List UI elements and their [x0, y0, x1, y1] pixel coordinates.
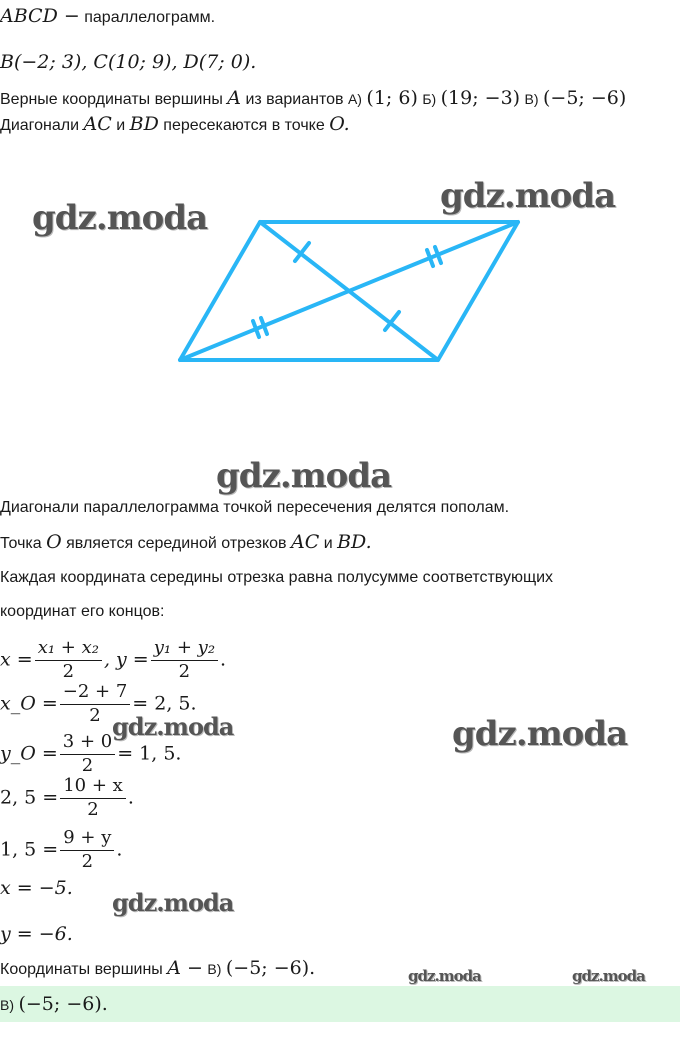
denominator: 2	[62, 661, 75, 682]
numerator: x₁ + x₂	[35, 636, 102, 661]
question-text: Верные координаты вершины	[0, 91, 223, 108]
answer-label: В)	[0, 997, 14, 1013]
conclusion-text: Координаты вершины	[0, 961, 163, 978]
result-y-value: y = −6.	[0, 923, 73, 945]
segment-bd: BD.	[337, 531, 372, 553]
and-word: и	[323, 535, 333, 552]
numerator: −2 + 7	[60, 680, 131, 705]
vertex-a: A	[227, 87, 241, 109]
period: .	[220, 648, 227, 671]
formula-yo-lhs: y_O =	[0, 742, 58, 765]
point-o: O	[46, 531, 62, 553]
watermark: gdz.moda	[408, 967, 481, 985]
formula-xo-rhs: = 2, 5.	[132, 692, 197, 715]
watermark: gdz.moda	[112, 712, 234, 741]
diagonal-bd-line	[260, 222, 438, 360]
denominator: 2	[81, 851, 94, 872]
formula-yo-rhs: = 1, 5.	[117, 742, 182, 765]
formula-y-lhs: , y =	[103, 648, 149, 671]
equation-y	[0, 826, 122, 873]
fraction	[60, 774, 126, 821]
numerator: 9 + y	[60, 826, 114, 851]
problem-line-1	[0, 4, 215, 30]
problem-line-2	[0, 50, 256, 76]
problem-line-4	[0, 112, 350, 138]
given-points: B(−2; 3), C(10; 9), D(7; 0).	[0, 51, 257, 73]
point-o: O.	[329, 113, 350, 135]
intersect-text: пересекаются в точке	[163, 117, 325, 134]
and-word: и	[116, 117, 126, 134]
denominator: 2	[89, 705, 101, 726]
tick-ac-2a	[427, 250, 433, 266]
diagonals-text: Диагонали	[0, 117, 80, 134]
conclusion-vertex: A −	[167, 957, 203, 979]
option-b-value: (19; −3)	[440, 87, 521, 109]
solution-line-2	[0, 530, 372, 556]
diagonal-bd: BD	[129, 113, 159, 135]
formula-x-lhs: x =	[0, 648, 33, 671]
denominator: 2	[178, 661, 191, 682]
option-c-label: В)	[524, 91, 539, 107]
watermark: gdz.moda	[216, 456, 392, 496]
denominator: 2	[87, 799, 99, 820]
equation-y-lhs: 1, 5 =	[0, 838, 59, 861]
parallelogram-word: параллелограмм.	[84, 9, 216, 26]
tick-ac-2b	[435, 247, 441, 263]
option-c-value: (−5; −6)	[543, 87, 627, 109]
diagonal-ac: AC	[83, 113, 112, 135]
numerator: y₁ + y₂	[151, 636, 218, 661]
option-a-value: (1; 6)	[366, 87, 418, 109]
result-x-value: x = −5.	[0, 877, 73, 899]
formula-xo-lhs: x_O =	[0, 692, 58, 715]
numerator: 3 + 0	[60, 730, 115, 755]
watermark: gdz.moda	[452, 714, 628, 754]
solution-line-1: Диагонали параллелограмма точкой пересечения делятся пополам.	[0, 499, 510, 516]
tick-ac-1a	[253, 321, 259, 337]
point-text: Точка	[0, 535, 42, 552]
watermark: gdz.moda	[572, 967, 645, 985]
formula-yo	[0, 730, 181, 777]
watermark: gdz.moda	[440, 176, 616, 216]
conclusion-option-value: (−5; −6).	[225, 957, 316, 979]
answer-value: (−5; −6).	[18, 993, 108, 1015]
conclusion-option-label: В)	[207, 961, 222, 977]
fraction	[60, 730, 115, 777]
fraction	[60, 826, 114, 873]
watermark: gdz.moda	[112, 888, 234, 917]
period: .	[116, 838, 123, 861]
midpoint-text: является серединой отрезков	[66, 535, 287, 552]
fraction	[60, 680, 131, 727]
answer	[0, 992, 108, 1018]
result-x	[0, 876, 73, 902]
option-a-label: А)	[347, 91, 362, 107]
problem-line-3	[0, 86, 626, 112]
solution-line-3: Каждая координата середины отрезка равна полусумме соответствующих	[0, 569, 554, 586]
question-text-2: из вариантов	[245, 91, 344, 108]
fraction	[35, 636, 102, 683]
numerator: 10 + x	[60, 774, 126, 799]
tick-ac-1b	[261, 318, 267, 334]
option-b-label: Б)	[422, 91, 437, 107]
denominator: 2	[81, 755, 94, 776]
watermark: gdz.moda	[32, 198, 208, 238]
solution-line-4: координат его концов:	[0, 603, 165, 620]
formula-midpoint	[0, 636, 226, 683]
parallelogram-name: ABCD −	[0, 5, 80, 27]
formula-xo	[0, 680, 197, 727]
conclusion	[0, 956, 315, 982]
equation-x-lhs: 2, 5 =	[0, 786, 59, 809]
result-y	[0, 922, 73, 948]
segment-ac: AC	[290, 531, 320, 553]
period: .	[127, 786, 134, 809]
fraction	[151, 636, 218, 683]
equation-x	[0, 774, 134, 821]
